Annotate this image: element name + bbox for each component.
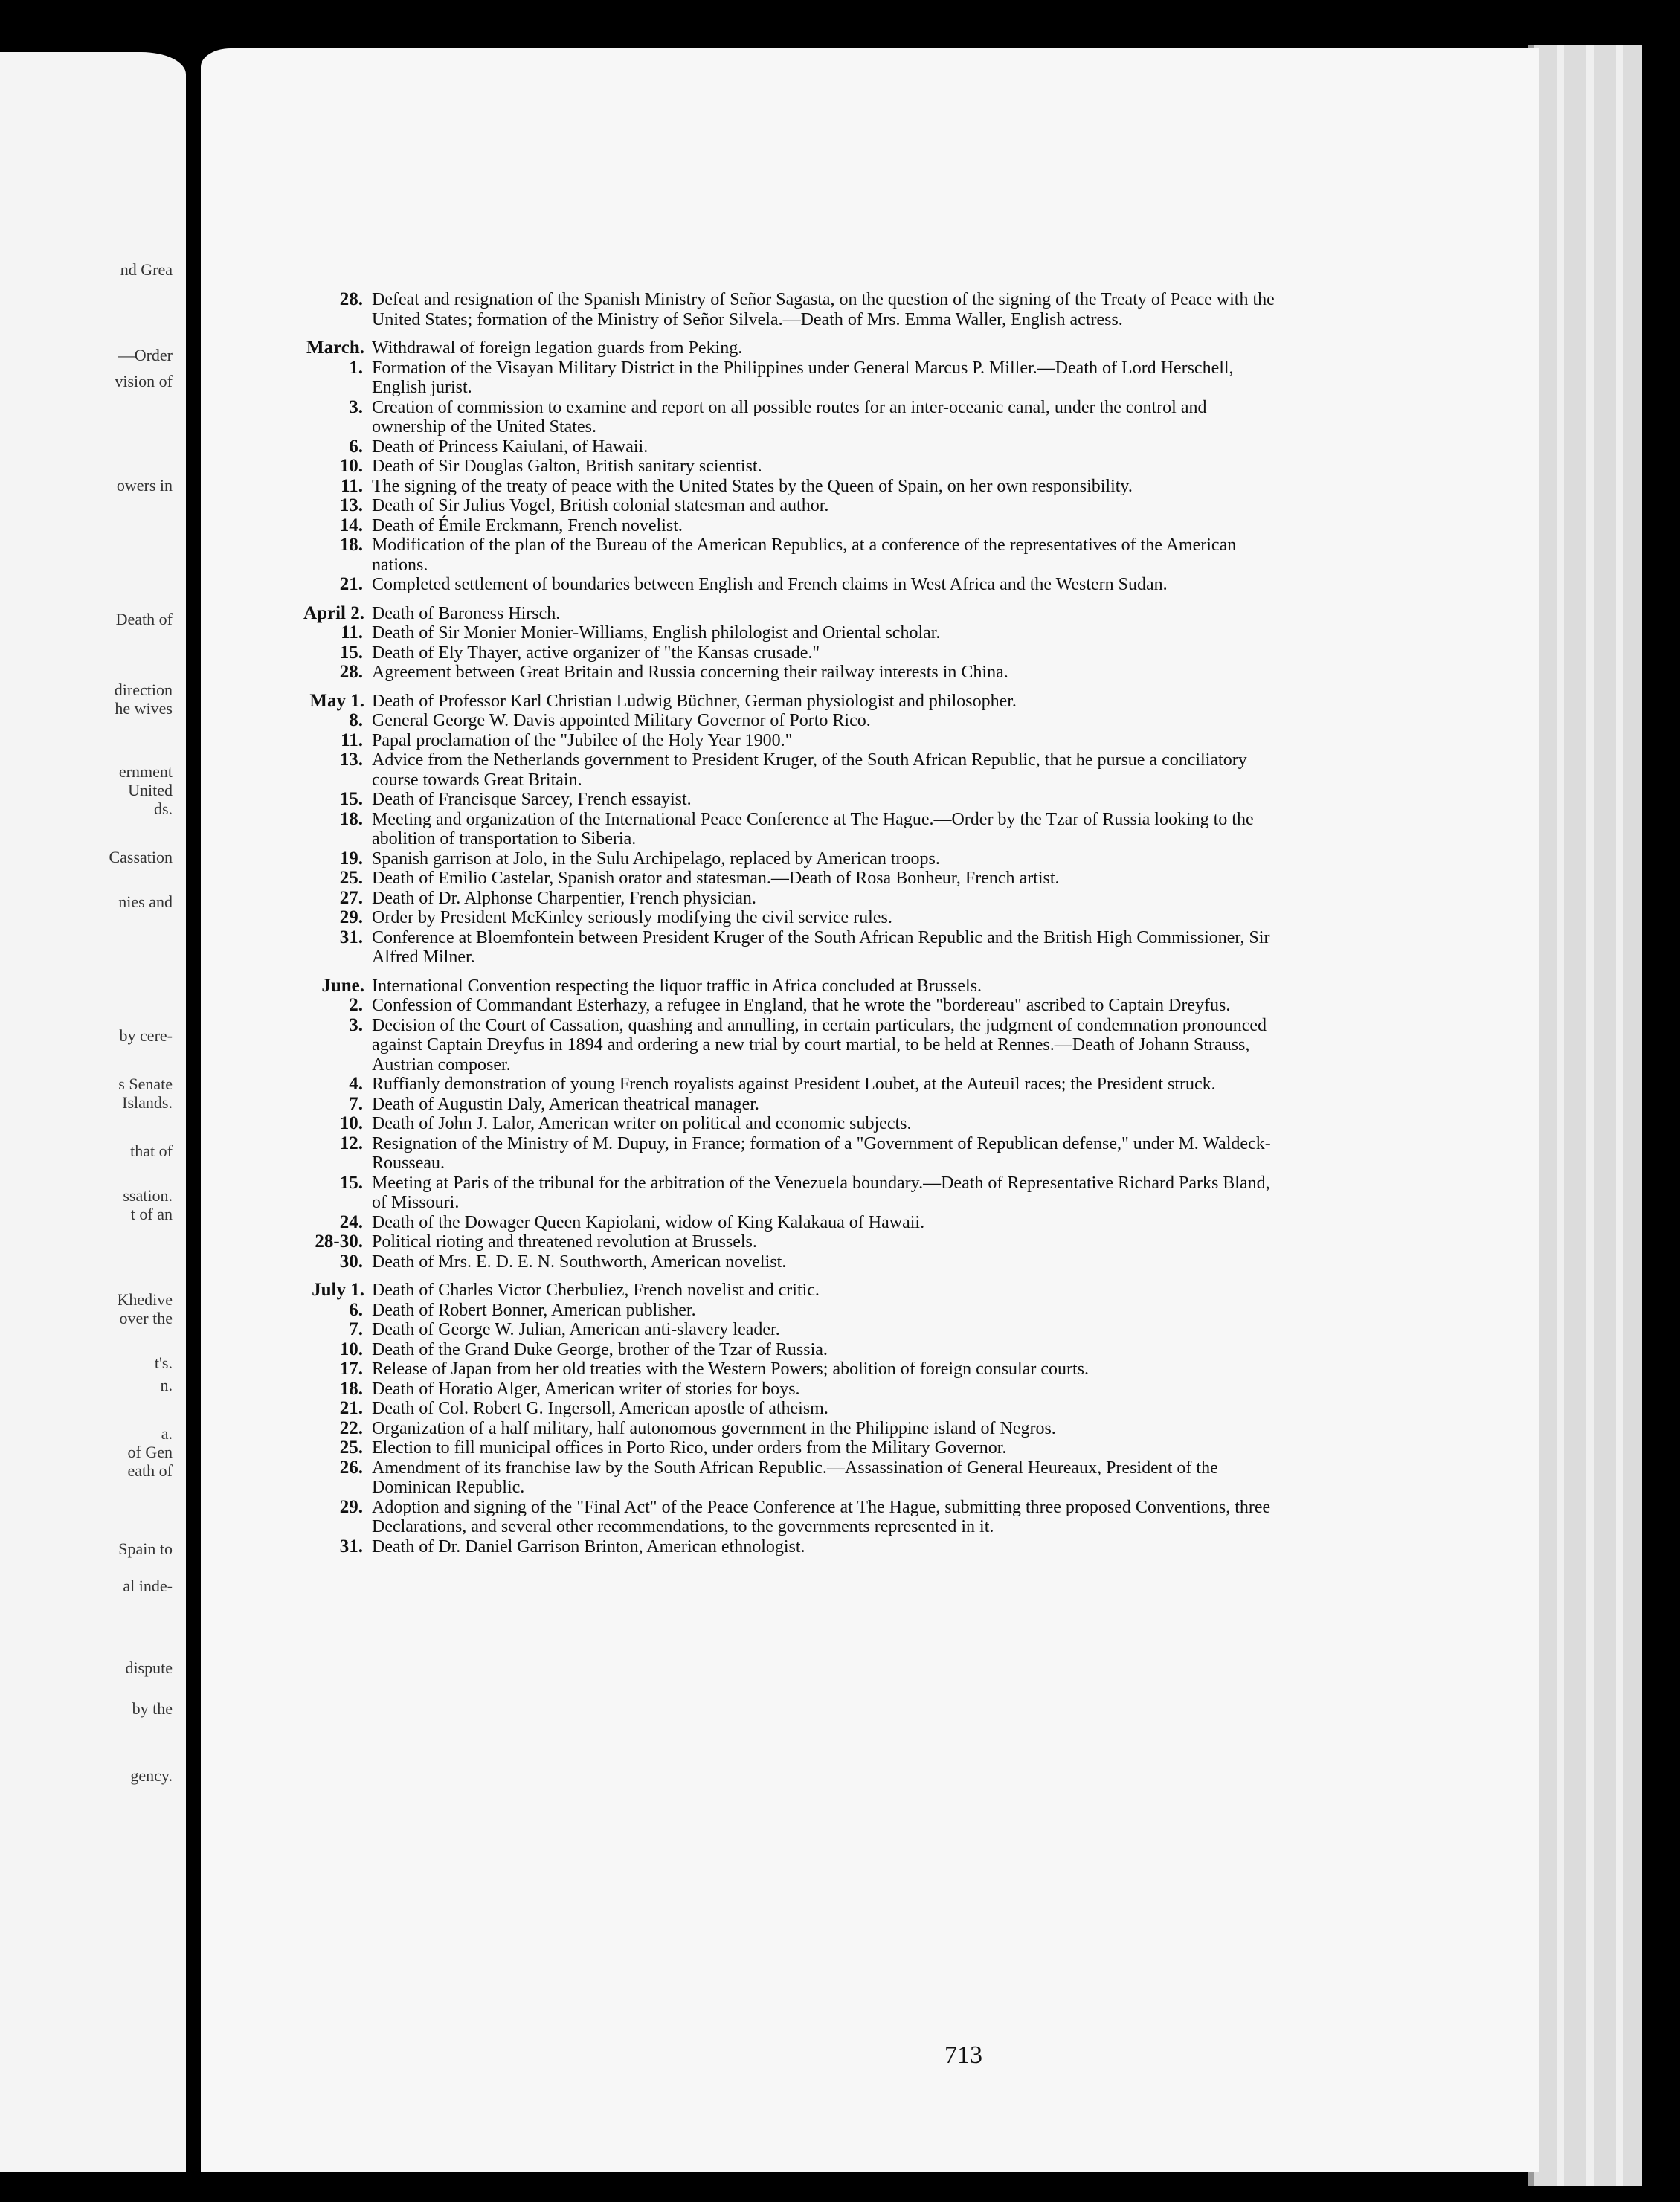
day-label: 6.: [349, 436, 363, 457]
facing-page-text-fragment: by cere-: [119, 1026, 173, 1045]
day-label: 31.: [339, 927, 363, 947]
entry-text: Death of Charles Victor Cherbuliez, French novelist and critic.: [372, 1281, 820, 1300]
day-label: 18.: [339, 535, 363, 555]
day-label: 22.: [339, 1417, 363, 1438]
day-label: 13.: [339, 750, 363, 770]
facing-page-text-fragment: s Senate: [118, 1075, 173, 1093]
day-label: 28.: [339, 662, 363, 682]
entry-text: Death of Francisque Sarcey, French essayist.: [372, 790, 692, 809]
chronology-entry: [275, 457, 1279, 477]
chronology-entry: [275, 692, 1279, 712]
facing-page-text-fragment: n.: [160, 1376, 173, 1394]
month-gap: [275, 595, 1279, 604]
entry-text: Death of Augustin Daly, American theatrical manager.: [372, 1094, 759, 1114]
entry-text: Formation of the Visayan Military District in the Philippines under General Marcus P. Miller.—Death of Lord Herschell, English jurist.: [372, 358, 1234, 397]
entry-text: General George W. Davis appointed Military Governor of Porto Rico.: [372, 711, 871, 730]
day-label: 24.: [339, 1211, 363, 1232]
day-label: 11.: [341, 622, 363, 643]
day-label: 29.: [339, 907, 363, 927]
entry-text: Death of Mrs. E. D. E. N. Southworth, American novelist.: [372, 1252, 787, 1272]
chronology-entry: [275, 1320, 1279, 1340]
chronology-entry: [275, 1438, 1279, 1458]
facing-page-text-fragment: ssation.: [123, 1186, 173, 1205]
entry-text: Death of Horatio Alger, American writer of stories for boys.: [372, 1379, 800, 1399]
chronology-entry: [275, 1301, 1279, 1321]
chronology-entry: [275, 398, 1279, 437]
entry-text: Adoption and signing of the "Final Act" of the Peace Conference at The Hague, submitting three proposed Conventions, three Declarations, and several other recommendations, to the governments represented in it.: [372, 1497, 1271, 1536]
entry-text: Ruffianly demonstration of young French royalists against President Loubet, at the Auteuil races; the President struck.: [372, 1075, 1216, 1094]
entry-text: Death of Emilio Castelar, Spanish orator and statesman.—Death of Rosa Bonheur, French artist.: [372, 869, 1060, 888]
day-label: 25.: [339, 868, 363, 888]
facing-page-text-fragment: ernment: [118, 762, 173, 781]
facing-page-text-fragment: nd Grea: [120, 260, 173, 279]
chronology-entry: [275, 790, 1279, 810]
day-label: 21.: [339, 1398, 363, 1418]
month-date-label: May 1.: [309, 690, 364, 711]
facing-page-text-fragment: t's.: [154, 1353, 173, 1372]
facing-page-text-fragment: vision of: [115, 372, 173, 390]
facing-page-text-fragment: dispute: [125, 1658, 173, 1677]
entry-text: Resignation of the Ministry of M. Dupuy, in France; formation of a "Government of Republican defense," under M. Waldeck-Rousseau.: [372, 1133, 1271, 1173]
entry-text: Death of the Grand Duke George, brother of the Tzar of Russia.: [372, 1339, 828, 1359]
day-label: 25.: [339, 1438, 363, 1458]
chronology-entry: [275, 908, 1279, 928]
month-gap: [275, 329, 1279, 338]
entry-text: Release of Japan from her old treaties with the Western Powers; abolition of foreign consular courts.: [372, 1359, 1090, 1379]
book-page-edges: [1528, 45, 1642, 2186]
book-page: [201, 48, 1539, 2172]
day-label: 18.: [339, 808, 363, 829]
month-date-label: March.: [306, 338, 364, 358]
entry-text: Election to fill municipal offices in Porto Rico, under orders from the Military Governor.: [372, 1438, 1007, 1458]
entry-text: Meeting at Paris of the tribunal for the arbitration of the Venezuela boundary.—Death of Representative Richard Parks Bland, of Missouri.: [372, 1173, 1270, 1212]
entry-text: Agreement between Great Britain and Russia concerning their railway interests in China.: [372, 663, 1008, 682]
entry-text: Death of Col. Robert G. Ingersoll, American apostle of atheism.: [372, 1399, 828, 1418]
entry-text: Amendment of its franchise law by the South African Republic.—Assassination of General Heureaux, President of the Dominican Republic.: [372, 1458, 1218, 1497]
entry-text: Death of Émile Erckmann, French novelist.: [372, 515, 683, 535]
entry-text: Death of John J. Lalor, American writer on political and economic subjects.: [372, 1114, 912, 1133]
entry-text: Death of Princess Kaiulani, of Hawaii.: [372, 437, 648, 457]
entry-text: Political rioting and threatened revolution at Brussels.: [372, 1232, 757, 1252]
entry-text: Spanish garrison at Jolo, in the Sulu Archipelago, replaced by American troops.: [372, 849, 940, 869]
chronology-entry: [275, 575, 1279, 595]
entry-text: Advice from the Netherlands government to President Kruger, of the South African Republic, that he pursue a conciliatory course towards Great Britain.: [372, 750, 1247, 790]
facing-page-text-fragment: direction: [114, 680, 173, 699]
chronology-entry: [275, 889, 1279, 909]
chronology-entry: [275, 1134, 1279, 1174]
chronology-entry: [275, 849, 1279, 869]
day-label: 10.: [339, 1113, 363, 1133]
facing-page-text-fragment: Spain to: [118, 1539, 173, 1558]
entry-text: Organization of a half military, half autonomous government in the Philippine island of Negros.: [372, 1418, 1056, 1438]
entry-text: Defeat and resignation of the Spanish Ministry of Señor Sagasta, on the question of the signing of the Treaty of Peace with the United States; formation of the Ministry of Señor Silvela.—Death of Mrs. Emma Waller, English actress.: [372, 290, 1275, 329]
day-label: 28-30.: [315, 1232, 363, 1252]
facing-page-text-fragment: t of an: [130, 1205, 173, 1223]
chronology-entry: [275, 477, 1279, 497]
facing-page-text-fragment: al inde-: [123, 1577, 173, 1595]
facing-page-text-fragment: a.: [161, 1424, 173, 1443]
entry-text: Papal proclamation of the "Jubilee of the Holy Year 1900.": [372, 730, 793, 750]
entry-text: Order by President McKinley seriously modifying the civil service rules.: [372, 908, 892, 927]
day-label: 19.: [339, 848, 363, 869]
chronology-entry: [275, 976, 1279, 997]
chronology-entry: [275, 1232, 1279, 1252]
day-label: 11.: [341, 475, 363, 496]
day-label: 7.: [349, 1093, 363, 1114]
chronology-entry: [275, 623, 1279, 643]
chronology-entry: [275, 1174, 1279, 1213]
chronology-entry: [275, 496, 1279, 516]
entry-text: Death of Robert Bonner, American publisher.: [372, 1300, 696, 1320]
chronology-entry: [275, 663, 1279, 683]
chronology-entry: [275, 535, 1279, 575]
chronology-entry: [275, 869, 1279, 889]
entry-text: Death of George W. Julian, American anti-slavery leader.: [372, 1320, 780, 1339]
chronology-entry: [275, 1075, 1279, 1095]
chronology-entry: [275, 338, 1279, 358]
day-label: 11.: [341, 730, 363, 750]
day-label: 12.: [339, 1133, 363, 1153]
chronology-entry: [275, 1252, 1279, 1272]
chronology-entry: [275, 1359, 1279, 1380]
day-label: 31.: [339, 1536, 363, 1556]
day-label: 18.: [339, 1378, 363, 1399]
chronology-entry: [275, 1537, 1279, 1557]
entry-text: Completed settlement of boundaries between English and French claims in West Africa and the Western Sudan.: [372, 575, 1168, 594]
facing-page-text-fragment: that of: [130, 1142, 173, 1160]
day-label: 7.: [349, 1319, 363, 1339]
month-date-label: July 1.: [312, 1280, 364, 1300]
chronology-list: [275, 290, 1279, 1556]
chronology-entry: [275, 1458, 1279, 1498]
chronology-entry: [275, 711, 1279, 731]
chronology-entry: [275, 750, 1279, 790]
month-gap: [275, 1272, 1279, 1281]
chronology-entry: [275, 1399, 1279, 1419]
facing-page-text-fragment: Death of: [115, 610, 173, 628]
facing-page-text-fragment: Islands.: [122, 1093, 173, 1112]
day-label: 15.: [339, 789, 363, 809]
chronology-entry: [275, 731, 1279, 751]
month-date-label: April 2.: [303, 602, 364, 623]
entry-text: The signing of the treaty of peace with the United States by the Queen of Spain, on her own responsibility.: [372, 476, 1133, 496]
day-label: 21.: [339, 574, 363, 594]
chronology-entry: [275, 604, 1279, 624]
day-label: 14.: [339, 515, 363, 535]
chronology-entry: [275, 1213, 1279, 1233]
entry-text: Meeting and organization of the International Peace Conference at The Hague.—Order by the Tzar of Russia looking to the abolition of transportation to Siberia.: [372, 809, 1254, 849]
entry-text: Decision of the Court of Cassation, quashing and annulling, in certain particulars, the judgment of condemnation pronounced against Captain Dreyfus in 1894 and ordering a new trial by court martial, to be held at Rennes.—Death of Johann Strauss, Austrian composer.: [372, 1015, 1267, 1075]
day-label: 13.: [339, 495, 363, 515]
day-label: 15.: [339, 1172, 363, 1193]
day-label: 26.: [339, 1457, 363, 1478]
facing-page-text-fragment: of Gen: [127, 1443, 173, 1461]
chronology-entry: [275, 643, 1279, 663]
day-label: 28.: [339, 289, 363, 309]
chronology-entry: [275, 290, 1279, 329]
month-date-label: June.: [321, 975, 364, 996]
facing-page-text-fragment: United: [128, 781, 173, 799]
entry-text: Death of Sir Douglas Galton, British sanitary scientist.: [372, 457, 762, 476]
entry-text: Confession of Commandant Esterhazy, a refugee in England, that he wrote the "bordereau" ascribed to Captain Dreyfus.: [372, 996, 1231, 1015]
chronology-entry: [275, 1419, 1279, 1439]
entry-text: Death of Dr. Daniel Garrison Brinton, American ethnologist.: [372, 1536, 805, 1556]
page-number: 713: [944, 2041, 982, 2069]
facing-page-text-fragment: he wives: [115, 699, 173, 718]
month-gap: [275, 968, 1279, 976]
chronology-entry: [275, 1498, 1279, 1537]
facing-page-text-fragment: owers in: [116, 476, 173, 495]
day-label: 6.: [349, 1299, 363, 1320]
facing-page-text-fragment: —Order: [118, 346, 173, 364]
chronology-entry: [275, 1281, 1279, 1301]
day-label: 10.: [339, 1339, 363, 1359]
facing-page-text-fragment: by the: [132, 1699, 173, 1718]
day-label: 1.: [349, 357, 363, 378]
day-label: 27.: [339, 887, 363, 908]
day-label: 4.: [349, 1074, 363, 1094]
day-label: 3.: [349, 1014, 363, 1035]
entry-text: Withdrawal of foreign legation guards from Peking.: [372, 338, 743, 358]
entry-text: Death of Baroness Hirsch.: [372, 603, 561, 623]
facing-page-left: [0, 52, 186, 2172]
chronology-entry: [275, 996, 1279, 1016]
chronology-entry: [275, 928, 1279, 968]
entry-text: Death of Professor Karl Christian Ludwig Büchner, German physiologist and philosopher.: [372, 691, 1017, 711]
facing-page-text-fragment: nies and: [118, 892, 173, 911]
facing-page-text-fragment: Cassation: [109, 848, 173, 866]
day-label: 8.: [349, 710, 363, 730]
entry-text: International Convention respecting the liquor traffic in Africa concluded at Brussels.: [372, 976, 982, 996]
entry-text: Conference at Bloemfontein between President Kruger of the South African Republic and the British High Commissioner, Sir Alfred Milner.: [372, 927, 1270, 967]
facing-page-text-fragment: over the: [119, 1309, 173, 1327]
entry-text: Modification of the plan of the Bureau of the American Republics, at a conference of the representatives of the American nations.: [372, 535, 1237, 575]
chronology-entry: [275, 437, 1279, 457]
entry-text: Death of Ely Thayer, active organizer of "the Kansas crusade.": [372, 643, 820, 663]
entry-text: Death of the Dowager Queen Kapiolani, widow of King Kalakaua of Hawaii.: [372, 1212, 925, 1232]
chronology-entry: [275, 1380, 1279, 1400]
facing-page-text-fragment: ds.: [153, 799, 173, 818]
day-label: 30.: [339, 1251, 363, 1272]
facing-page-text-fragment: gency.: [130, 1766, 173, 1785]
day-label: 15.: [339, 642, 363, 663]
chronology-entry: [275, 1095, 1279, 1115]
day-label: 17.: [339, 1359, 363, 1379]
chronology-entry: [275, 358, 1279, 398]
chronology-entry: [275, 810, 1279, 849]
chronology-entry: [275, 1016, 1279, 1075]
chronology-entry: [275, 1114, 1279, 1134]
day-label: 10.: [339, 456, 363, 476]
month-gap: [275, 683, 1279, 692]
facing-page-text-fragment: eath of: [127, 1461, 173, 1480]
day-label: 3.: [349, 396, 363, 417]
facing-page-text-fragment: Khedive: [117, 1290, 173, 1309]
entry-text: Death of Sir Monier Monier-Williams, English philologist and Oriental scholar.: [372, 623, 941, 643]
day-label: 29.: [339, 1496, 363, 1517]
day-label: 2.: [349, 995, 363, 1015]
entry-text: Death of Dr. Alphonse Charpentier, French physician.: [372, 888, 756, 908]
chronology-entry: [275, 516, 1279, 536]
entry-text: Death of Sir Julius Vogel, British colonial statesman and author.: [372, 496, 829, 515]
chronology-entry: [275, 1340, 1279, 1360]
entry-text: Creation of commission to examine and report on all possible routes for an inter-oceanic canal, under the control and ownership of the United States.: [372, 397, 1207, 437]
